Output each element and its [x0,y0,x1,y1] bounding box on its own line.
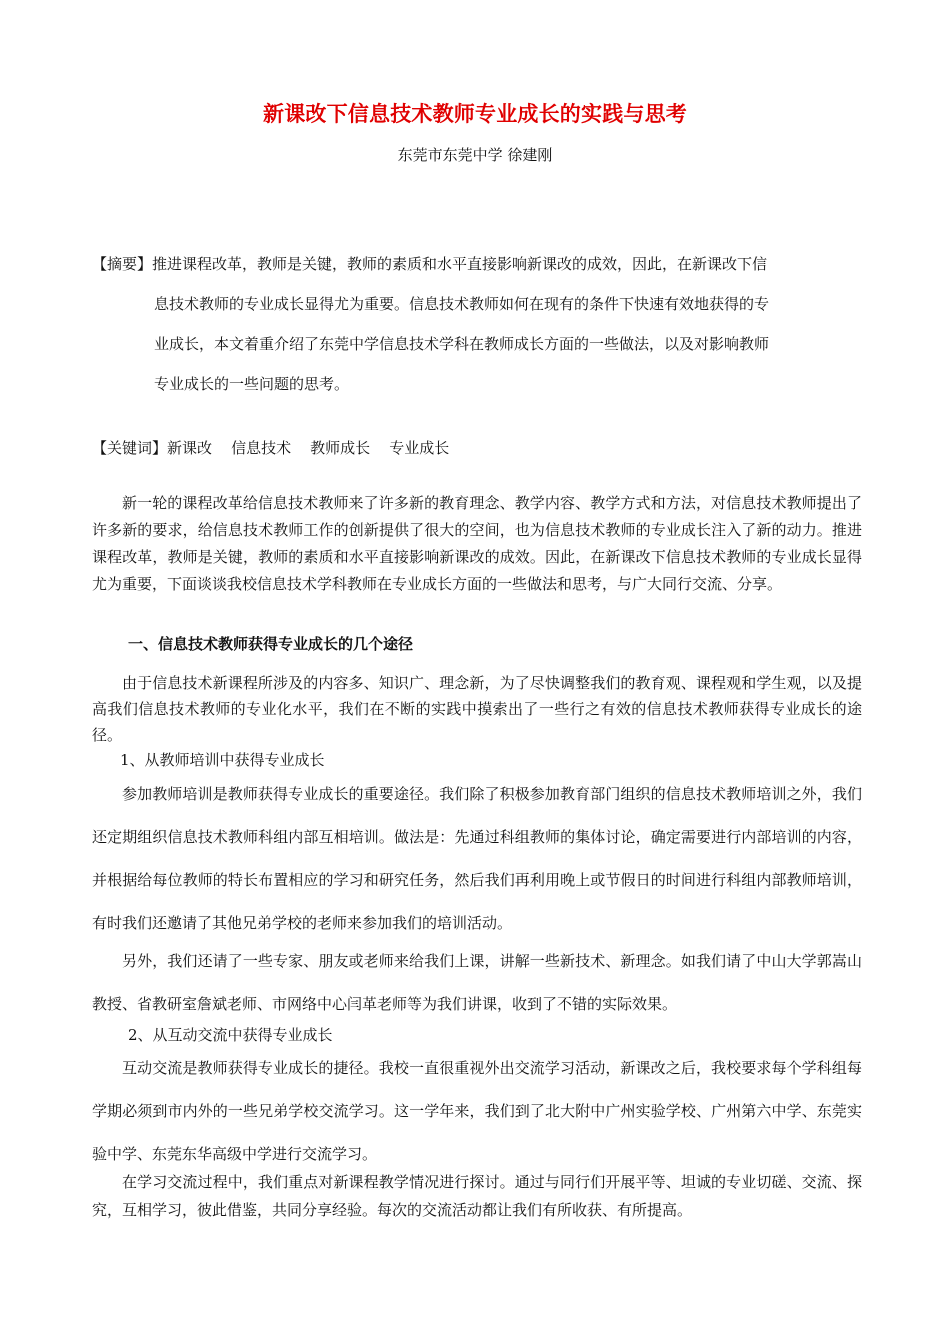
abstract-line-2: 息技术教师的专业成长显得尤为重要。信息技术教师如何在现有的条件下快速有效地获得的专 [154,295,770,313]
paragraph-exchange: 互动交流是教师获得专业成长的捷径。我校一直很重视外出交流学习活动，新课改之后，我校要求每个学科组每学期必须到市内外的一些兄弟学校交流学习。这一学年来，我们到了北大附中广州实验学校、广州第六中学、东莞实验中学、东莞东华高级中学进行交流学习。 [92,1059,862,1163]
document-title: 新课改下信息技术教师专业成长的实践与思考 [263,101,687,126]
abstract-line-3: 业成长，本文着重介绍了东莞中学信息技术学科在教师成长方面的一些做法，以及对影响教师 [154,335,770,353]
keywords-line: 【关键词】新课改 信息技术 教师成长 专业成长 [92,439,450,457]
paragraph-intro: 新一轮的课程改革给信息技术教师来了许多新的教育理念、教学内容、教学方式和方法，对信息技术教师提出了许多新的要求，给信息技术教师工作的创新提供了很大的空间，也为信息技术教师的专业成长注入了新的动力。推进课程改革，教师是关键，教师的素质和水平直接影响新课改的成效。因此，在新课改下信息技术教师的专业成长显得尤为重要，下面谈谈我校信息技术学科教师在专业成长方面的一些做法和思考，与广大同行交流、分享。 [92,494,862,593]
abstract-line-4: 专业成长的一些问题的思考。 [154,375,350,393]
author-line: 东莞市东莞中学 徐建刚 [397,146,553,164]
paragraph-section-1: 由于信息技术新课程所涉及的内容多、知识广、理念新，为了尽快调整我们的教育观、课程观和学生观，以及提高我们信息技术教师的专业化水平，我们在不断的实践中摸索出了一些行之有效的信息技术教师获得专业成长的途径。 [92,674,862,744]
paragraph-exchange-process: 在学习交流过程中，我们重点对新课程教学情况进行探讨。通过与同行们开展平等、坦诚的专业切磋、交流、探究，互相学习，彼此借鉴，共同分享经验。每次的交流活动都让我们有所收获、有所提高。 [92,1173,862,1219]
abstract-line-1 [92,244,862,284]
subheading-2: 2、从互动交流中获得专业成长 [128,1026,333,1044]
abstract-block [92,244,862,404]
abstract-label: 【摘要】 [92,255,153,273]
subheading-1: 1、从教师培训中获得专业成长 [120,751,325,769]
section-heading-1: 一、信息技术教师获得专业成长的几个途径 [128,635,414,653]
abstract-text-1: 推进课程改革，教师是关键，教师的素质和水平直接影响新课改的成效，因此，在新课改下信 [152,255,768,273]
paragraph-experts: 另外，我们还请了一些专家、朋友或老师来给我们上课，讲解一些新技术、新理念。如我们请了中山大学郭嵩山教授、省教研室詹斌老师、市网络中心闫革老师等为我们讲课，收到了不错的实际效果。 [92,952,862,1013]
paragraph-training: 参加教师培训是教师获得专业成长的重要途径。我们除了积极参加教育部门组织的信息技术教师培训之外，我们还定期组织信息技术教师科组内部互相培训。做法是：先通过科组教师的集体讨论，确定需要进行内部培训的内容，并根据给每位教师的特长布置相应的学习和研究任务，然后我们再利用晚上或节假日的时间进行科组内部教师培训，有时我们还邀请了其他兄弟学校的老师来参加我们的培训活动。 [92,785,862,932]
